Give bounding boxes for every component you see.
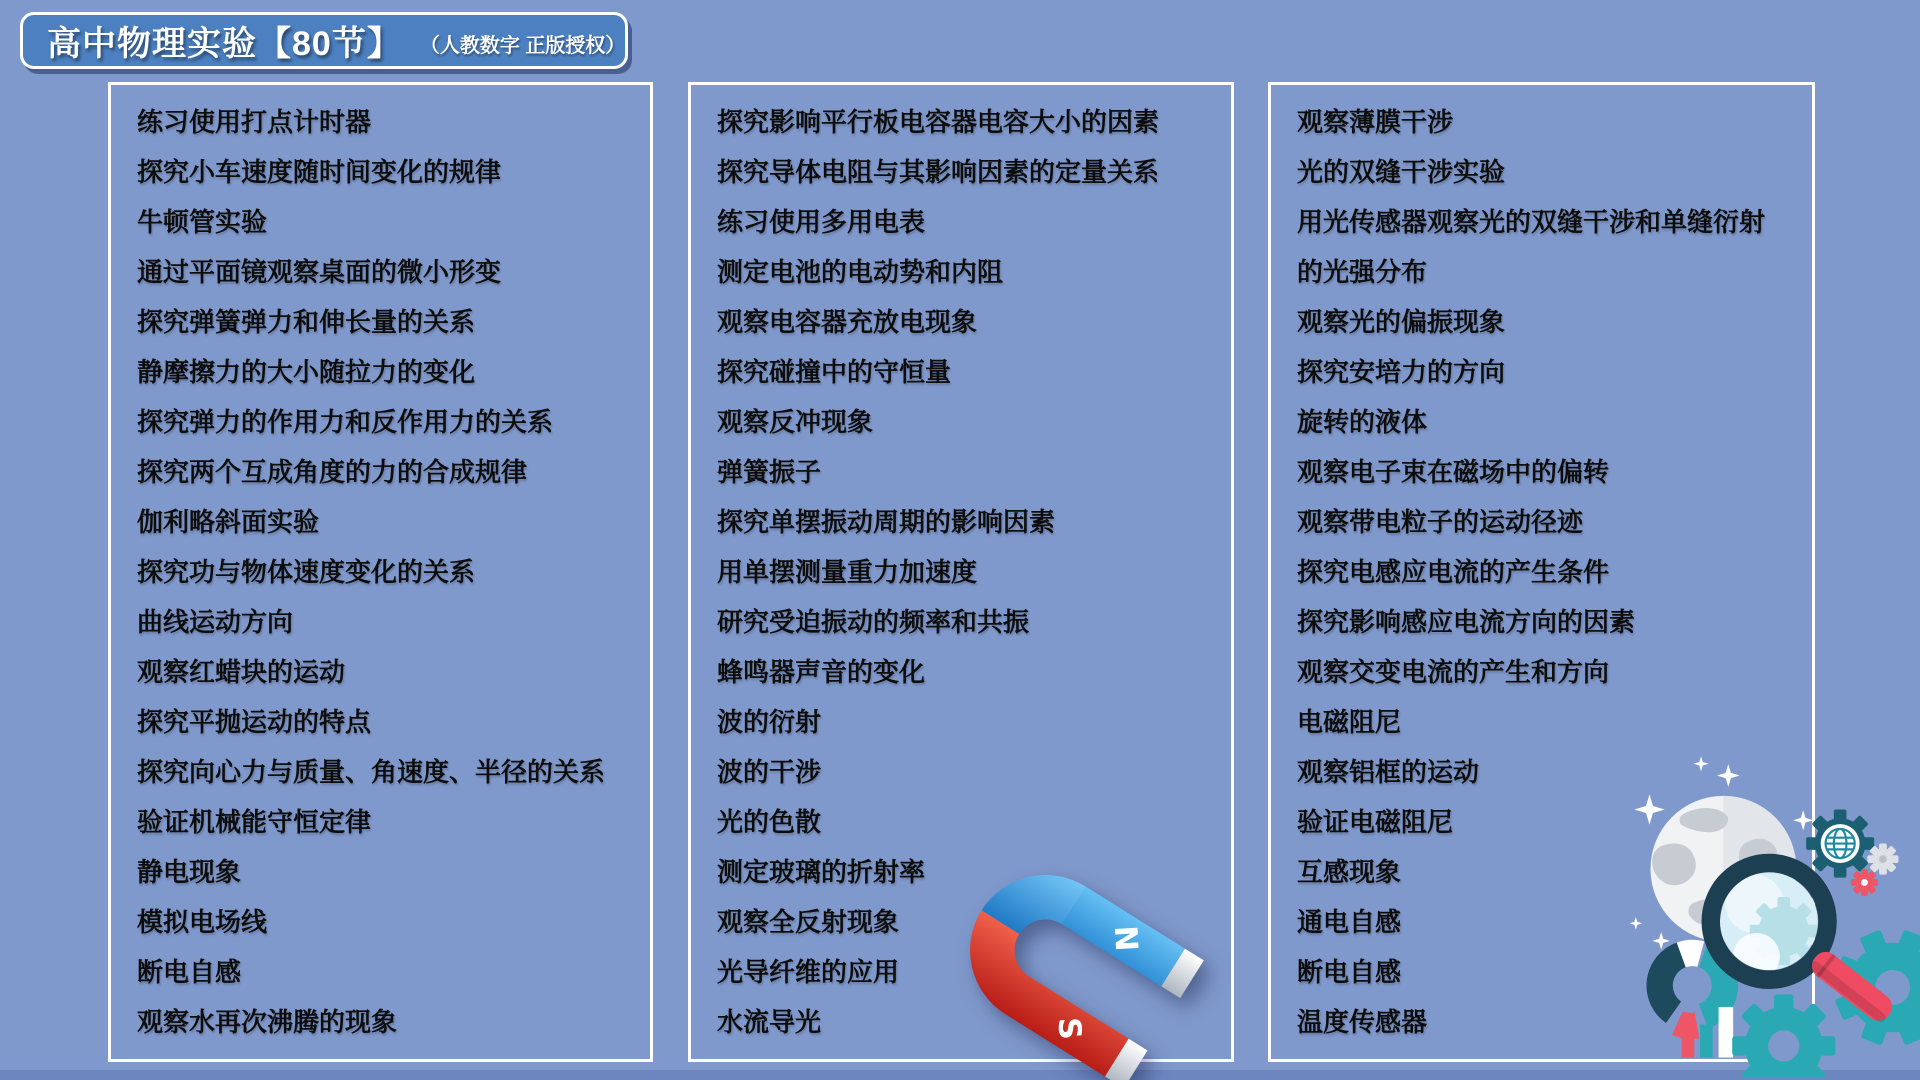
experiment-item: 的光强分布 bbox=[1297, 257, 1428, 287]
experiment-item: 探究小车速度随时间变化的规律 bbox=[137, 157, 502, 187]
page-title: 高中物理实验【80节】 bbox=[47, 25, 402, 63]
experiment-item: 光的色散 bbox=[717, 807, 822, 837]
experiment-item: 观察光的偏振现象 bbox=[1297, 307, 1506, 337]
gear-icon bbox=[1867, 844, 1898, 875]
experiment-item: 用单摆测量重力加速度 bbox=[717, 557, 978, 587]
page-title-banner bbox=[20, 12, 628, 69]
experiment-item: 探究两个互成角度的力的合成规律 bbox=[137, 457, 528, 487]
gear-icon bbox=[1851, 869, 1878, 896]
experiment-item: 观察全反射现象 bbox=[717, 907, 900, 937]
experiment-item: 探究影响感应电流方向的因素 bbox=[1297, 607, 1636, 637]
gear-icon bbox=[1732, 994, 1835, 1077]
experiment-item: 通电自感 bbox=[1297, 907, 1402, 937]
experiment-item: 观察交变电流的产生和方向 bbox=[1297, 657, 1610, 687]
science-magnifier-art bbox=[1628, 756, 1920, 1077]
experiment-item: 观察带电粒子的运动径迹 bbox=[1297, 507, 1584, 537]
experiment-item: 牛顿管实验 bbox=[137, 207, 268, 237]
experiment-item: 验证机械能守恒定律 bbox=[137, 807, 372, 837]
experiment-item: 观察水再次沸腾的现象 bbox=[137, 1007, 398, 1037]
experiment-item: 用光传感器观察光的双缝干涉和单缝衍射 bbox=[1297, 207, 1766, 237]
experiment-item: 测定玻璃的折射率 bbox=[717, 857, 926, 887]
magnet-south-label: S bbox=[1050, 1016, 1088, 1041]
experiment-item: 探究碰撞中的守恒量 bbox=[717, 357, 952, 387]
experiment-item: 探究安培力的方向 bbox=[1297, 357, 1506, 387]
experiment-item: 通过平面镜观察桌面的微小形变 bbox=[137, 257, 502, 287]
experiment-item: 电磁阻尼 bbox=[1297, 707, 1402, 737]
experiment-item: 温度传感器 bbox=[1297, 1007, 1428, 1037]
experiment-item: 曲线运动方向 bbox=[137, 607, 294, 637]
experiment-item: 探究导体电阻与其影响因素的定量关系 bbox=[717, 157, 1160, 187]
experiment-item: 断电自感 bbox=[1297, 957, 1402, 987]
experiment-item: 旋转的液体 bbox=[1297, 407, 1428, 437]
experiment-item: 观察薄膜干涉 bbox=[1297, 107, 1454, 137]
experiment-item: 练习使用多用电表 bbox=[717, 207, 926, 237]
horseshoe-magnet-icon bbox=[938, 842, 1238, 1080]
experiment-item: 探究平抛运动的特点 bbox=[137, 707, 372, 737]
experiment-item: 水流导光 bbox=[717, 1007, 822, 1037]
experiment-item: 断电自感 bbox=[137, 957, 242, 987]
experiment-item: 观察电子束在磁场中的偏转 bbox=[1297, 457, 1610, 487]
experiment-item: 静电现象 bbox=[137, 857, 242, 887]
experiment-item: 波的干涉 bbox=[717, 757, 822, 787]
experiment-item: 探究向心力与质量、角速度、半径的关系 bbox=[137, 757, 606, 787]
experiment-list-1 bbox=[111, 85, 650, 1047]
experiment-item: 模拟电场线 bbox=[137, 907, 268, 937]
experiment-item: 蜂鸣器声音的变化 bbox=[717, 657, 926, 687]
experiment-item: 观察电容器充放电现象 bbox=[717, 307, 978, 337]
experiment-item: 互感现象 bbox=[1297, 857, 1402, 887]
experiment-item: 探究功与物体速度变化的关系 bbox=[137, 557, 476, 587]
experiment-item: 验证电磁阻尼 bbox=[1297, 807, 1454, 837]
page-subtitle: （人教数字 正版授权） bbox=[419, 35, 626, 57]
experiment-item: 观察红蜡块的运动 bbox=[137, 657, 346, 687]
experiment-panel-1 bbox=[108, 82, 653, 1062]
magnet-north-label: N bbox=[1106, 924, 1145, 953]
wireframe-globe-gear-icon bbox=[1806, 810, 1874, 878]
experiment-item: 探究电感应电流的产生条件 bbox=[1297, 557, 1610, 587]
experiment-item: 光的双缝干涉实验 bbox=[1297, 157, 1506, 187]
experiment-item: 观察反冲现象 bbox=[717, 407, 874, 437]
experiment-item: 探究弹簧弹力和伸长量的关系 bbox=[137, 307, 476, 337]
experiment-item: 研究受迫振动的频率和共振 bbox=[717, 607, 1030, 637]
experiment-item: 伽利略斜面实验 bbox=[137, 507, 320, 537]
experiment-item: 观察铝框的运动 bbox=[1297, 757, 1480, 787]
experiment-item: 静摩擦力的大小随拉力的变化 bbox=[137, 357, 476, 387]
experiment-item: 测定电池的电动势和内阻 bbox=[717, 257, 1004, 287]
experiment-item: 练习使用打点计时器 bbox=[137, 107, 372, 137]
experiment-item: 探究影响平行板电容器电容大小的因素 bbox=[717, 107, 1160, 137]
experiment-item: 探究弹力的作用力和反作用力的关系 bbox=[137, 407, 554, 437]
experiment-item: 光导纤维的应用 bbox=[717, 957, 900, 987]
experiment-item: 波的衍射 bbox=[717, 707, 822, 737]
experiment-item: 弹簧振子 bbox=[717, 457, 822, 487]
experiment-item: 探究单摆振动周期的影响因素 bbox=[717, 507, 1056, 537]
